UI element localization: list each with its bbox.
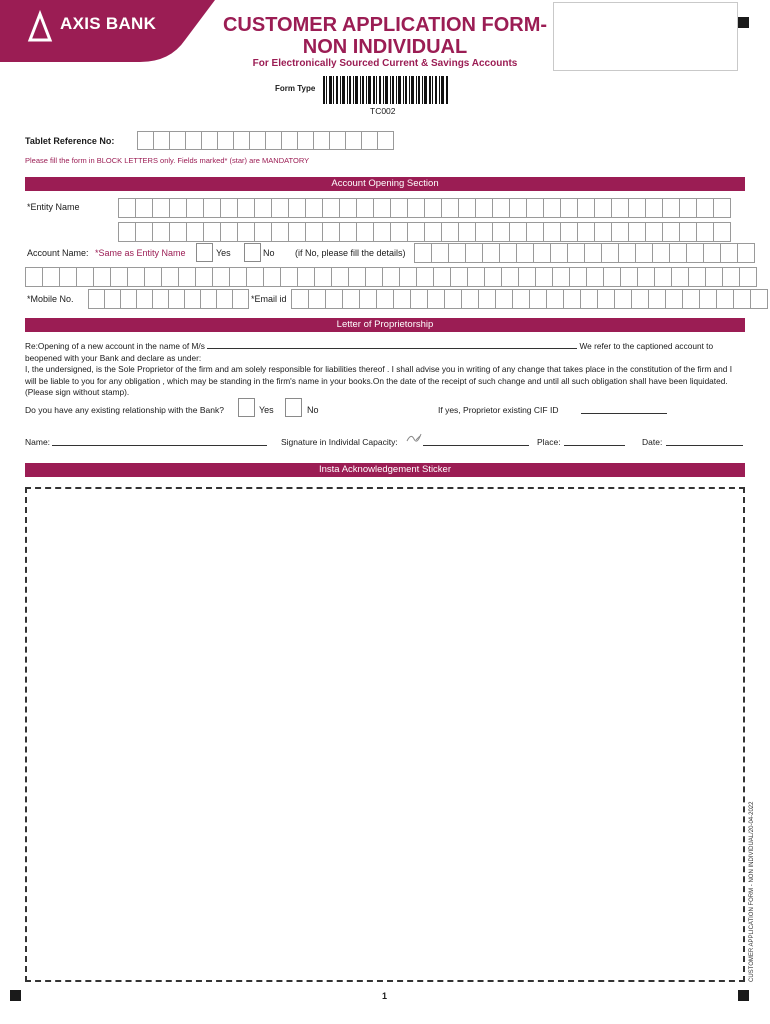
char-box[interactable]: [361, 131, 378, 150]
char-box[interactable]: [620, 267, 638, 287]
char-box[interactable]: [186, 222, 204, 242]
char-box[interactable]: [560, 222, 578, 242]
registration-mark-top-right: [738, 17, 749, 28]
char-box[interactable]: [495, 289, 513, 309]
char-box[interactable]: [688, 267, 706, 287]
char-box[interactable]: [611, 198, 629, 218]
char-box[interactable]: [648, 289, 666, 309]
date-line[interactable]: [666, 436, 743, 446]
char-box[interactable]: [577, 222, 595, 242]
char-box[interactable]: [200, 289, 217, 309]
registration-mark-bottom-right: [738, 990, 749, 1001]
char-box[interactable]: [637, 267, 655, 287]
form-subtitle: For Electronically Sourced Current & Savings Accounts: [252, 58, 518, 69]
char-box[interactable]: [345, 131, 362, 150]
char-box[interactable]: [297, 131, 314, 150]
char-box[interactable]: [377, 131, 394, 150]
char-box[interactable]: [339, 198, 357, 218]
char-box[interactable]: [216, 289, 233, 309]
char-box[interactable]: [703, 243, 721, 263]
form-title-line1: CUSTOMER APPLICATION FORM-: [222, 14, 548, 36]
declaration-text: I, the undersigned, is the Sole Proprietor of the firm and am solely responsible for liabilities thereof . I shall advise you in writing of any change that takes place in the constitution of the firm and I will be liable to you for any obligation , which may be standing in the firm's name in your books.On the date of the receipt of such change and until all such obligation shall have been liquidated. (Please sign without stamp).: [25, 364, 733, 397]
same-as-no-label: No: [263, 248, 275, 258]
page-number: 1: [382, 991, 388, 1001]
char-box[interactable]: [441, 222, 459, 242]
instructions: Please fill the form in BLOCK LETTERS only. Fields marked* (star) are MANDATORY: [25, 156, 310, 165]
char-box[interactable]: [586, 267, 604, 287]
name-label: Name:: [25, 437, 51, 447]
char-box[interactable]: [233, 131, 250, 150]
signature-label: Signature in Individal Capacity:: [281, 437, 398, 447]
relationship-no-label: No: [307, 405, 319, 415]
char-box[interactable]: [308, 289, 326, 309]
char-box[interactable]: [152, 222, 170, 242]
char-box[interactable]: [342, 289, 360, 309]
entity-name-boxes-row2[interactable]: [118, 222, 730, 242]
char-box[interactable]: [393, 289, 411, 309]
char-box[interactable]: [339, 222, 357, 242]
char-box[interactable]: [390, 222, 408, 242]
char-box[interactable]: [529, 289, 547, 309]
char-box[interactable]: [356, 222, 374, 242]
char-box[interactable]: [543, 222, 561, 242]
char-box[interactable]: [203, 198, 221, 218]
char-box[interactable]: [465, 243, 483, 263]
char-box[interactable]: [686, 243, 704, 263]
char-box[interactable]: [543, 198, 561, 218]
char-box[interactable]: [584, 243, 602, 263]
char-box[interactable]: [297, 267, 315, 287]
char-box[interactable]: [382, 267, 400, 287]
char-box[interactable]: [526, 198, 544, 218]
char-box[interactable]: [475, 198, 493, 218]
char-box[interactable]: [416, 267, 434, 287]
char-box[interactable]: [271, 198, 289, 218]
char-box[interactable]: [185, 131, 202, 150]
char-box[interactable]: [232, 289, 249, 309]
char-box[interactable]: [665, 289, 683, 309]
char-box[interactable]: [153, 131, 170, 150]
char-box[interactable]: [263, 267, 281, 287]
char-box[interactable]: [533, 243, 551, 263]
char-box[interactable]: [161, 267, 179, 287]
email-boxes[interactable]: [291, 289, 767, 309]
char-box[interactable]: [348, 267, 366, 287]
section-letter-of-proprietorship: Letter of Proprietorship: [25, 318, 745, 332]
char-box[interactable]: [280, 267, 298, 287]
char-box[interactable]: [482, 243, 500, 263]
char-box[interactable]: [291, 289, 309, 309]
char-box[interactable]: [733, 289, 751, 309]
char-box[interactable]: [458, 198, 476, 218]
char-box[interactable]: [618, 243, 636, 263]
same-as-yes-checkbox[interactable]: [196, 243, 213, 262]
char-box[interactable]: [88, 289, 105, 309]
char-box[interactable]: [662, 222, 680, 242]
bank-name: AXIS BANK: [60, 14, 157, 33]
char-box[interactable]: [713, 198, 731, 218]
char-box[interactable]: [329, 131, 346, 150]
char-box[interactable]: [144, 267, 162, 287]
char-box[interactable]: [410, 289, 428, 309]
char-box[interactable]: [217, 131, 234, 150]
char-box[interactable]: [288, 198, 306, 218]
char-box[interactable]: [254, 198, 272, 218]
char-box[interactable]: [552, 267, 570, 287]
char-box[interactable]: [499, 243, 517, 263]
char-box[interactable]: [152, 289, 169, 309]
char-box[interactable]: [376, 289, 394, 309]
char-box[interactable]: [631, 289, 649, 309]
char-box[interactable]: [550, 243, 568, 263]
char-box[interactable]: [509, 222, 527, 242]
char-box[interactable]: [59, 267, 77, 287]
char-box[interactable]: [601, 243, 619, 263]
char-box[interactable]: [169, 131, 186, 150]
char-box[interactable]: [137, 131, 154, 150]
char-box[interactable]: [118, 222, 136, 242]
char-box[interactable]: [203, 222, 221, 242]
char-box[interactable]: [458, 222, 476, 242]
char-box[interactable]: [288, 222, 306, 242]
char-box[interactable]: [201, 131, 218, 150]
char-box[interactable]: [569, 267, 587, 287]
same-as-no-checkbox[interactable]: [244, 243, 261, 262]
registration-mark-bottom-left: [10, 990, 21, 1001]
char-box[interactable]: [135, 198, 153, 218]
form-type-label: Form Type: [275, 84, 316, 93]
char-box[interactable]: [448, 243, 466, 263]
char-box[interactable]: [535, 267, 553, 287]
char-box[interactable]: [450, 267, 468, 287]
char-box[interactable]: [475, 222, 493, 242]
section-insta-acknowledgement: Insta Acknowledgement Sticker: [25, 463, 745, 477]
char-box[interactable]: [322, 222, 340, 242]
char-box[interactable]: [152, 198, 170, 218]
char-box[interactable]: [169, 198, 187, 218]
char-box[interactable]: [229, 267, 247, 287]
char-box[interactable]: [492, 222, 510, 242]
char-box[interactable]: [484, 267, 502, 287]
char-box[interactable]: [424, 198, 442, 218]
char-box[interactable]: [407, 222, 425, 242]
char-box[interactable]: [654, 267, 672, 287]
char-box[interactable]: [696, 198, 714, 218]
char-box[interactable]: [705, 267, 723, 287]
char-box[interactable]: [611, 222, 629, 242]
account-name-label: Account Name:: [27, 248, 89, 258]
char-box[interactable]: [580, 289, 598, 309]
char-box[interactable]: [722, 267, 740, 287]
account-name-boxes-row2[interactable]: [25, 267, 756, 287]
re-opening-line: [25, 341, 745, 364]
char-box[interactable]: [501, 267, 519, 287]
char-box[interactable]: [365, 267, 383, 287]
char-box[interactable]: [696, 222, 714, 242]
same-as-entity-label: *Same as Entity Name: [95, 248, 186, 258]
relationship-no-checkbox[interactable]: [285, 398, 302, 417]
char-box[interactable]: [603, 267, 621, 287]
char-box[interactable]: [512, 289, 530, 309]
char-box[interactable]: [220, 222, 238, 242]
char-box[interactable]: [313, 131, 330, 150]
char-box[interactable]: [526, 222, 544, 242]
char-box[interactable]: [265, 131, 282, 150]
signature-pen-icon: [406, 431, 422, 443]
char-box[interactable]: [563, 289, 581, 309]
char-box[interactable]: [699, 289, 717, 309]
place-line[interactable]: [564, 436, 625, 446]
char-box[interactable]: [220, 198, 238, 218]
char-box[interactable]: [671, 267, 689, 287]
if-no-note: (if No, please fill the details): [295, 248, 406, 258]
char-box[interactable]: [359, 289, 377, 309]
char-box[interactable]: [136, 289, 153, 309]
barcode: [323, 76, 449, 104]
char-box[interactable]: [509, 198, 527, 218]
char-box[interactable]: [120, 289, 137, 309]
char-box[interactable]: [567, 243, 585, 263]
char-box[interactable]: [614, 289, 632, 309]
char-box[interactable]: [331, 267, 349, 287]
char-box[interactable]: [254, 222, 272, 242]
char-box[interactable]: [478, 289, 496, 309]
char-box[interactable]: [444, 289, 462, 309]
char-box[interactable]: [716, 289, 734, 309]
char-box[interactable]: [212, 267, 230, 287]
vertical-form-code: CUSTOMER APPLICATION FORM - NON INDIVIDUAL/20-04-2022: [749, 801, 755, 982]
mobile-boxes[interactable]: [88, 289, 248, 309]
char-box[interactable]: [441, 198, 459, 218]
char-box[interactable]: [516, 243, 534, 263]
same-as-yes-label: Yes: [216, 248, 231, 258]
char-box[interactable]: [325, 289, 343, 309]
char-box[interactable]: [431, 243, 449, 263]
char-box[interactable]: [679, 198, 697, 218]
form-code: TC002: [370, 106, 396, 116]
char-box[interactable]: [249, 131, 266, 150]
char-box[interactable]: [135, 222, 153, 242]
char-box[interactable]: [669, 243, 687, 263]
char-box[interactable]: [407, 198, 425, 218]
form-title-line2: NON INDIVIDUAL: [302, 36, 468, 58]
sticker-area: [25, 487, 745, 982]
place-label: Place:: [537, 437, 561, 447]
name-line[interactable]: [52, 436, 267, 446]
char-box[interactable]: [594, 198, 612, 218]
char-box[interactable]: [652, 243, 670, 263]
char-box[interactable]: [645, 222, 663, 242]
mobile-label: *Mobile No.: [27, 294, 74, 304]
char-box[interactable]: [720, 243, 738, 263]
char-box[interactable]: [467, 267, 485, 287]
char-box[interactable]: [424, 222, 442, 242]
char-box[interactable]: [373, 222, 391, 242]
char-box[interactable]: [184, 289, 201, 309]
char-box[interactable]: [42, 267, 60, 287]
char-box[interactable]: [110, 267, 128, 287]
char-box[interactable]: [169, 222, 187, 242]
tablet-ref-boxes[interactable]: [137, 131, 393, 150]
char-box[interactable]: [461, 289, 479, 309]
char-box[interactable]: [750, 289, 768, 309]
char-box[interactable]: [597, 289, 615, 309]
char-box[interactable]: [628, 222, 646, 242]
char-box[interactable]: [25, 267, 43, 287]
char-box[interactable]: [271, 222, 289, 242]
firm-name-line[interactable]: [207, 348, 577, 349]
char-box[interactable]: [314, 267, 332, 287]
char-box[interactable]: [246, 267, 264, 287]
char-box[interactable]: [399, 267, 417, 287]
char-box[interactable]: [76, 267, 94, 287]
char-box[interactable]: [322, 198, 340, 218]
signature-line[interactable]: [423, 436, 529, 446]
char-box[interactable]: [433, 267, 451, 287]
char-box[interactable]: [186, 198, 204, 218]
char-box[interactable]: [713, 222, 731, 242]
relationship-yes-label: Yes: [259, 405, 274, 415]
re-opening-suffix: We refer to the captioned account to: [579, 341, 714, 351]
char-box[interactable]: [635, 243, 653, 263]
char-box[interactable]: [414, 243, 432, 263]
email-label: *Email id: [251, 294, 287, 304]
date-label: Date:: [642, 437, 663, 447]
char-box[interactable]: [682, 289, 700, 309]
cif-label: If yes, Proprietor existing CIF ID: [438, 405, 559, 415]
char-box[interactable]: [679, 222, 697, 242]
char-box[interactable]: [373, 198, 391, 218]
char-box[interactable]: [237, 198, 255, 218]
char-box[interactable]: [518, 267, 536, 287]
char-box[interactable]: [93, 267, 111, 287]
char-box[interactable]: [737, 243, 755, 263]
char-box[interactable]: [492, 198, 510, 218]
char-box[interactable]: [356, 198, 374, 218]
char-box[interactable]: [127, 267, 145, 287]
existing-relationship-question: Do you have any existing relationship with the Bank?: [25, 405, 224, 415]
char-box[interactable]: [662, 198, 680, 218]
char-box[interactable]: [305, 222, 323, 242]
photo-box: [553, 2, 738, 71]
char-box[interactable]: [594, 222, 612, 242]
cif-id-line[interactable]: [581, 404, 667, 414]
entity-name-label: *Entity Name: [27, 202, 80, 212]
entity-name-boxes-row1[interactable]: [118, 198, 730, 218]
char-box[interactable]: [104, 289, 121, 309]
account-name-boxes-row1[interactable]: [414, 243, 754, 263]
char-box[interactable]: [390, 198, 408, 218]
char-box[interactable]: [168, 289, 185, 309]
char-box[interactable]: [577, 198, 595, 218]
relationship-yes-checkbox[interactable]: [238, 398, 255, 417]
char-box[interactable]: [739, 267, 757, 287]
char-box[interactable]: [178, 267, 196, 287]
tablet-ref-label: Tablet Reference No:: [25, 136, 115, 146]
char-box[interactable]: [237, 222, 255, 242]
char-box[interactable]: [281, 131, 298, 150]
re-opening-line2: beopened with your Bank and declare as under:: [25, 352, 202, 363]
re-opening-prefix: Re:Opening of a new account in the name of M/s: [25, 341, 205, 351]
char-box[interactable]: [305, 198, 323, 218]
char-box[interactable]: [118, 198, 136, 218]
char-box[interactable]: [195, 267, 213, 287]
char-box[interactable]: [546, 289, 564, 309]
char-box[interactable]: [560, 198, 578, 218]
char-box[interactable]: [645, 198, 663, 218]
section-account-opening: Account Opening Section: [25, 177, 745, 191]
char-box[interactable]: [427, 289, 445, 309]
char-box[interactable]: [628, 198, 646, 218]
